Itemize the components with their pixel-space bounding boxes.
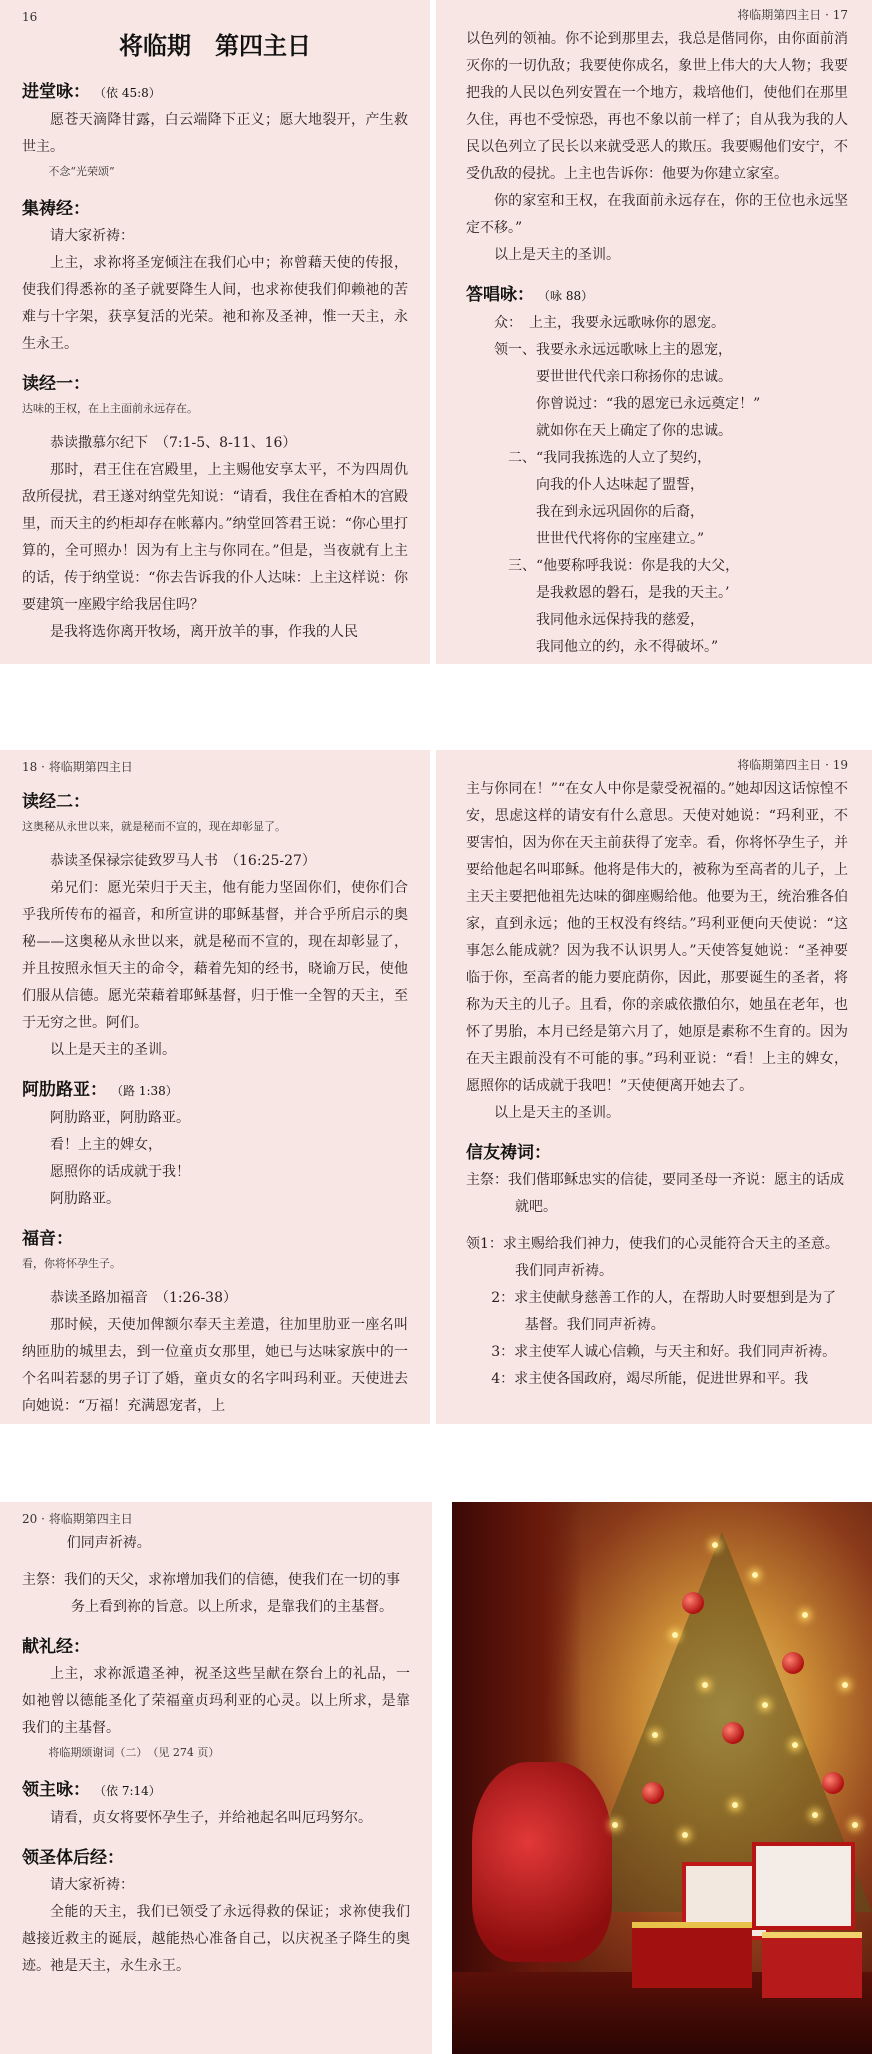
entrance-note: 不念“光荣颂”	[48, 165, 115, 178]
psalm-verse-2a: 二、“我同我拣选的人立了契约，	[508, 450, 712, 466]
reading1-text-2: 是我将选你离开牧场，离开放羊的事，作我的人民	[50, 624, 358, 640]
photo-gift	[752, 1842, 855, 1930]
collect-text: 上主，求祢将圣宠倾注在我们心中；祢曾藉天使的传报，使我们得悉祢的圣子就要降生人间，也求祢使我们仰赖祂的苦难与十字架，获享复活的光荣。祂和祢及圣神，惟一天主，永生永王。	[22, 255, 408, 352]
photo-light	[752, 1572, 758, 1578]
alleluia-heading: 阿肋路亚： （路 1:38）	[22, 1080, 178, 1100]
christmas-tree-photo	[452, 1502, 872, 2054]
reading1-continued: 以色列的领袖。你不论到那里去，我总是偕同你，由你面前消灭你的一切仇敌；我要使你成名，象世上伟大的大人物；我要把我的人民以色列安置在一个地方，栽培他们，使他们在那里久住，再也不受惊恐，再也不象以前一样了；自从我为我的人民以色列立了民长以来就受恶人的欺压。我要赐他们安宁，不受仇敌的侵扰。上主也告诉你：他要为你建立家室。	[466, 31, 848, 182]
page-17	[436, 0, 872, 664]
gospel-closing: 以上是天主的圣训。	[494, 1105, 620, 1121]
photo-light	[732, 1802, 738, 1808]
postcommunion-heading: 领圣体后经：	[22, 1848, 124, 1868]
photo-light	[652, 1732, 658, 1738]
photo-gift	[632, 1922, 752, 1988]
psalm-verse-2d: 世世代代将你的宝座建立。”	[536, 531, 705, 547]
photo-light	[792, 1742, 798, 1748]
communion-text: 请看，贞女将要怀孕生子，并给祂起名叫厄玛努尔。	[50, 1810, 372, 1826]
psalm-heading: 答唱咏： （咏 88）	[466, 285, 594, 305]
alleluia-line-1: 阿肋路亚，阿肋路亚。	[50, 1110, 190, 1126]
photo-light	[762, 1702, 768, 1708]
psalm-verse-3d: 我同他立的约，永不得破坏。”	[536, 639, 719, 655]
alleluia-line-2: 看！上主的婢女，	[50, 1137, 162, 1153]
entrance-heading: 进堂咏： （依 45:8）	[22, 82, 161, 102]
reading2-heading: 读经二：	[22, 792, 90, 812]
gospel-heading: 福音：	[22, 1229, 73, 1249]
prayers-continued: 们同声祈祷。	[66, 1535, 151, 1551]
psalm-verse-2b: 向我的仆人达味起了盟誓，	[536, 477, 704, 493]
photo-light	[802, 1612, 808, 1618]
reading1-heading: 读经一：	[22, 374, 90, 394]
photo-santa-sack	[472, 1762, 612, 1962]
entrance-text: 愿苍天滴降甘露，白云端降下正义；愿大地裂开，产生救世主。	[22, 112, 408, 155]
reading1-closing: 以上是天主的圣训。	[494, 247, 620, 263]
prayer-intention-4: 4：求主使各国政府，竭尽所能，促进世界和平。我	[491, 1371, 809, 1387]
reading2-source: 恭读圣保禄宗徒致罗马人书 （16:25-27）	[50, 853, 316, 869]
postcommunion-intro: 请大家祈祷：	[50, 1877, 134, 1893]
reading1-continued-2: 你的家室和王权，在我面前永远存在，你的王位也永远坚定不移。”	[466, 193, 848, 236]
reading2-text: 弟兄们：愿光荣归于天主，他有能力坚固你们，使你们合乎我所传布的福音，和所宣讲的耶稣基督，并合乎所启示的奥秘——这奥秘从永世以来，就是秘而不宣的，现在却彰显了，并且按照永恒天主的命令，藉着先知的经书，晓谕万民，使他们服从信德。愿光荣藉着耶稣基督，归于惟一全智的天主，至于无穷之世。阿们。	[22, 880, 408, 1031]
page-number: 16	[22, 10, 38, 24]
psalm-verse-1a: 领一、我要永永远远歌咏上主的恩宠，	[494, 342, 732, 358]
page-number: 20 · 将临期第四主日	[22, 1512, 133, 1526]
page-18	[0, 750, 430, 1424]
reading2-closing: 以上是天主的圣训。	[50, 1042, 176, 1058]
photo-light	[812, 1812, 818, 1818]
photo-light	[852, 1822, 858, 1828]
communion-heading: 领主咏： （依 7:14）	[22, 1780, 161, 1800]
gospel-summary: 看，你将怀孕生子。	[22, 1257, 121, 1270]
photo-light	[702, 1682, 708, 1688]
psalm-verse-3a: 三、“他要称呼我说：你是我的大父，	[508, 558, 740, 574]
psalm-response: 众： 上主，我要永远歌咏你的恩宠。	[494, 315, 725, 331]
page-number: 将临期第四主日 · 19	[737, 758, 848, 772]
page-number: 18 · 将临期第四主日	[22, 760, 133, 774]
reading2-summary: 这奥秘从永世以来，就是秘而不宣的，现在却彰显了。	[22, 820, 286, 833]
photo-light	[682, 1832, 688, 1838]
page-16	[0, 0, 430, 664]
photo-gift	[762, 1932, 862, 1998]
page-19	[436, 750, 872, 1424]
gospel-text: 那时候，天使加俾额尔奉天主差遣，往加里肋亚一座名叫纳匝肋的城里去，到一位童贞女那里，她已与达味家族中的一个名叫若瑟的男子订了婚，童贞女的名字叫玛利亚。天使进去向她说：“万福！充满恩宠者，上	[22, 1317, 408, 1414]
psalm-verse-2c: 我在到永远巩固你的后裔，	[536, 504, 704, 520]
collect-heading: 集祷经：	[22, 199, 90, 219]
page-title: 将临期 第四主日	[119, 31, 311, 60]
reading1-summary: 达味的王权，在上主面前永远存在。	[22, 402, 198, 415]
photo-ornament	[722, 1722, 744, 1744]
celebrant-prayer: 主祭：我们的天父，求祢增加我们的信德，使我们在一切的事务上看到祢的旨意。以上所求，是靠我们的主基督。	[22, 1572, 400, 1615]
collect-intro: 请大家祈祷：	[50, 228, 134, 244]
prayers-heading: 信友祷词：	[466, 1143, 551, 1163]
photo-light	[842, 1682, 848, 1688]
alleluia-line-4: 阿肋路亚。	[50, 1191, 120, 1207]
prayer-intention-1: 领1：求主赐给我们神力，使我们的心灵能符合天主的圣意。我们同声祈祷。	[466, 1236, 839, 1279]
gospel-continued: 主与你同在！”“在女人中你是蒙受祝福的。”她却因这话惊惶不安，思虑这样的请安有什么意思。天使对她说：“玛利亚，不要害怕，因为你在天主前获得了宠幸。看，你将怀孕生子，并要给他起名叫耶稣。他将是伟大的，被称为至高者的儿子，上主天主要把他祖先达味的御座赐给他。他要为王，统治雅各伯家，直到永远；他的王权没有终结。”玛利亚便向天使说：“这事怎么能成就？因为我不认识男人。”天使答复她说：“圣神要临于你，至高者的能力要庇荫你，因此，那要诞生的圣者，将称为天主的儿子。且看，你的亲戚依撒伯尔，她虽在老年，也怀了男胎，本月已经是第六月了，她原是素称不生育的。因为在天主跟前没有不可能的事。”玛利亚说：“看！上主的婢女，愿照你的话成就于我吧！”天使便离开她去了。	[466, 781, 848, 1094]
psalm-verse-1c: 你曾说过：“我的恩宠已永远奠定！”	[536, 396, 761, 412]
photo-ornament	[782, 1652, 804, 1674]
postcommunion-text: 全能的天主，我们已领受了永远得救的保证；求祢使我们越接近救主的诞辰，越能热心准备自己，以庆祝圣子降生的奥迹。祂是天主，永生永王。	[22, 1904, 410, 1974]
photo-light	[672, 1632, 678, 1638]
reading1-source: 恭读撒慕尔纪下 （7:1-5、8-11、16）	[50, 435, 297, 451]
psalm-verse-3b: 是我救恩的磐石，是我的天主。’	[536, 585, 730, 601]
photo-ornament	[642, 1782, 664, 1804]
psalm-verse-3c: 我同他永远保持我的慈爱，	[536, 612, 704, 628]
photo-light	[612, 1822, 618, 1828]
offertory-heading: 献礼经：	[22, 1637, 90, 1657]
prayer-intention-2: 2：求主使献身慈善工作的人，在帮助人时要想到是为了基督。我们同声祈祷。	[491, 1290, 837, 1333]
page-20	[0, 1502, 432, 2054]
gospel-source: 恭读圣路加福音 （1:26-38）	[50, 1290, 237, 1306]
photo-ornament	[682, 1592, 704, 1614]
alleluia-line-3: 愿照你的话成就于我！	[50, 1164, 190, 1180]
reading1-text: 那时，君王住在宫殿里，上主赐他安享太平，不为四周仇敌所侵扰，君王遂对纳堂先知说：“请看，我住在香柏木的宫殿里，而天主的约柜却存在帐幕内。”纳堂回答君王说：“你心里打算的，全可照办！因为有上主与你同在。”但是，当夜就有上主的话，传于纳堂说：“你去告诉我的仆人达味：上主这样说：你要建筑一座殿宇给我居住吗？	[22, 462, 408, 613]
offertory-text: 上主，求祢派遣圣神，祝圣这些呈献在祭台上的礼品，一如祂曾以德能圣化了荣福童贞玛利亚的心灵。以上所求，是靠我们的主基督。	[22, 1666, 410, 1736]
page-number: 将临期第四主日 · 17	[737, 8, 848, 22]
prayer-intention-3: 3：求主使军人诚心信赖，与天主和好。我们同声祈祷。	[491, 1344, 837, 1360]
photo-light	[712, 1542, 718, 1548]
prayers-intro: 主祭：我们偕耶稣忠实的信徒，要同圣母一齐说：愿主的话成就吧。	[466, 1172, 844, 1215]
preface-note: 将临期颂谢词（二） （见 274 页）	[48, 1746, 220, 1759]
photo-ornament	[822, 1772, 844, 1794]
psalm-verse-1d: 就如你在天上确定了你的忠诚。	[536, 423, 732, 439]
psalm-verse-1b: 要世世代代亲口称扬你的忠诚。	[536, 369, 732, 385]
